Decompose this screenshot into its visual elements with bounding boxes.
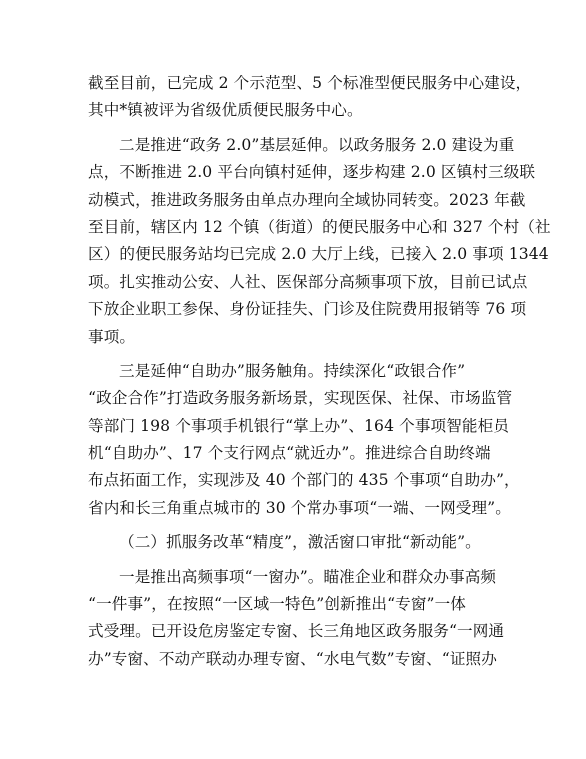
text-line-p5-l4: 办”专窗、不动产联动办理专窗、“水电气数”专窗、“证照办 (88, 649, 497, 668)
text-line-p5-l2: “一件事”，在按照“一区域一特色”创新推出“专窗”一体 (88, 595, 467, 614)
text-line-p1-l2: 其中*镇被评为省级优质便民服务中心。 (88, 101, 363, 120)
text-line-p2-l8: 事项。 (88, 327, 136, 346)
paragraph-gap (88, 522, 500, 529)
text-line-p2-l6: 项。扎实推动公安、人社、医保部分高频事项下放，目前已试点 (88, 272, 528, 291)
paragraph-gap (88, 557, 500, 564)
text-line-p3-l5: 布点拓面工作，实现涉及 40 个部门的 435 个事项“自助办”， (88, 471, 520, 490)
document-body (88, 70, 551, 673)
text-line-p2-l2: 点，不断推进 2.0 平台向镇村延伸，逐步构建 2.0 区镇村三级联 (88, 163, 536, 182)
text-line-p2-l1: 二是推进“政务 2.0”基层延伸。以政务服务 2.0 建设为重 (119, 135, 515, 154)
text-line-p3-l1: 三是延伸“自助办”服务触角。持续深化“政银合作” (119, 361, 466, 380)
text-line-p5-l1: 一是推出高频事项“一窗办”。瞄准企业和群众办事高频 (119, 567, 497, 586)
paragraph-gap (88, 351, 500, 358)
text-line-p3-l3: 等部门 198 个事项手机银行“掌上办”、164 个事项智能柜员 (88, 416, 510, 435)
text-line-p2-l4: 至目前，辖区内 12 个镇（街道）的便民服务中心和 327 个村（社 (88, 217, 551, 236)
text-line-p5-l3: 式受理。已开设危房鉴定专窗、长三角地区政务服务“一网通 (88, 622, 505, 641)
paragraph-gap (88, 125, 500, 132)
text-line-p1-l1: 截至目前，已完成 2 个示范型、5 个标准型便民服务中心建设， (88, 74, 532, 92)
text-line-p4-l1: （二）抓服务改革“精度”，激活窗口审批“新动能”。 (119, 533, 481, 552)
text-line-p2-l3: 动模式，推进政务服务由单点办理向全域协同转变。2023 年截 (88, 190, 526, 209)
text-line-p2-l5: 区）的便民服务站均已完成 2.0 大厅上线，已接入 2.0 事项 1344 (88, 245, 549, 264)
text-line-p3-l2: “政企合作”打造政务服务新场景，实现医保、社保、市场监管 (88, 389, 513, 408)
text-line-p2-l7: 下放企业职工参保、身份证挂失、门诊及住院费用报销等 76 项 (88, 300, 527, 319)
text-line-p3-l4: 机“自助办”、17 个支行网点“就近办”。推进综合自助终端 (88, 444, 491, 463)
text-line-p3-l6: 省内和长三角重点城市的 30 个常办事项“一端、一网受理”。 (88, 498, 511, 517)
